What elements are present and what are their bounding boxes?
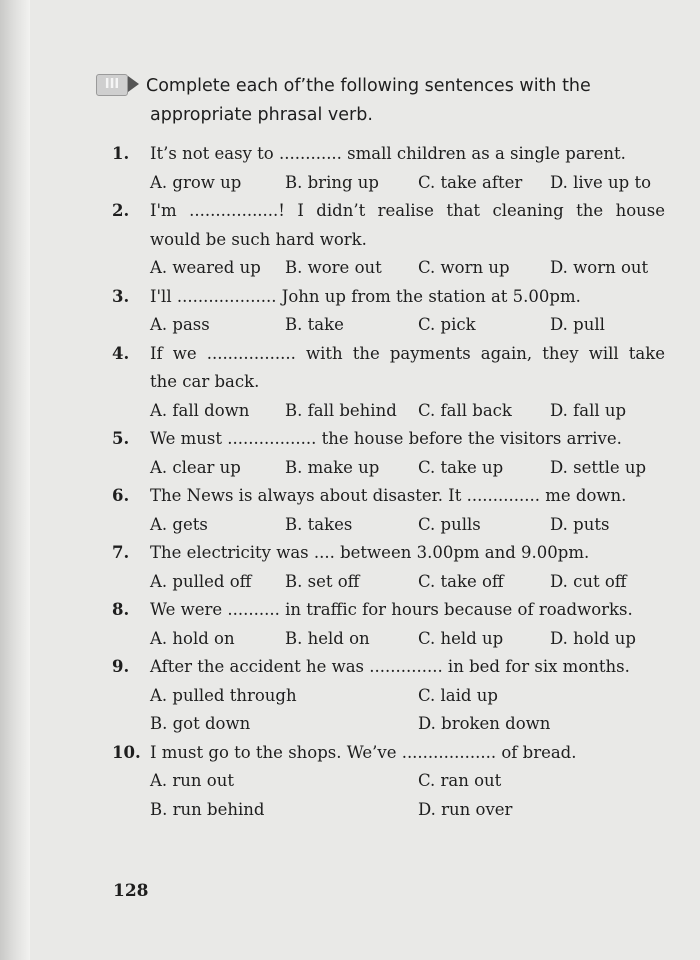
answer-option: A. fall down: [150, 400, 250, 420]
answer-option: D. live up to: [550, 172, 652, 192]
option-row: [150, 511, 670, 540]
question-text: We were .......... in traffic for hours because of roadworks.: [150, 600, 633, 619]
question-text: The News is always about disaster. It .............. me down.: [150, 486, 627, 505]
answer-option: D. run over: [418, 799, 513, 819]
question-item: [0, 197, 700, 283]
answer-option: C. take off: [418, 571, 504, 591]
question-item: [0, 539, 700, 596]
option-row: [150, 710, 670, 739]
answer-option: C. laid up: [418, 685, 498, 705]
question-item: [0, 140, 700, 197]
answer-option: C. worn up: [418, 258, 510, 277]
answer-option: A. grow up: [150, 172, 242, 192]
answer-option: B. bring up: [285, 172, 379, 192]
question-number: 7.: [112, 543, 130, 562]
question-item: [0, 596, 700, 653]
answer-option: D. hold up: [550, 628, 636, 648]
answer-option: C. take up: [418, 457, 504, 477]
exercise-badge: [96, 73, 140, 95]
answer-option: D. broken down: [418, 714, 551, 733]
question-text: We must ................. the house before the visitors arrive.: [150, 429, 622, 448]
option-row: [150, 568, 670, 597]
question-number: 4.: [112, 343, 130, 363]
answer-option: C. ran out: [418, 771, 502, 790]
question-item: [0, 739, 700, 825]
option-row: [150, 169, 670, 198]
question-text: the car back.: [150, 372, 260, 391]
question-item: [0, 653, 700, 739]
answer-option: A. gets: [150, 514, 208, 534]
option-row: [150, 767, 670, 796]
answer-option: D. worn out: [550, 258, 649, 277]
answer-option: C. fall back: [418, 400, 512, 420]
answer-option: B. got down: [150, 714, 251, 733]
answer-option: B. fall behind: [285, 400, 397, 420]
question-text: I must go to the shops. We’ve .................. of bread.: [150, 742, 577, 762]
option-row: [150, 796, 670, 825]
answer-option: C. pick: [418, 315, 476, 334]
answer-option: B. wore out: [285, 258, 382, 277]
answer-option: D. puts: [550, 514, 610, 534]
answer-option: B. takes: [285, 514, 353, 534]
question-number: 6.: [112, 486, 130, 505]
answer-option: A. pulled through: [150, 685, 297, 705]
question-text: would be such hard work.: [150, 229, 367, 249]
question-number: 1.: [112, 144, 130, 163]
answer-option: B. held on: [285, 628, 370, 648]
question-item: [0, 425, 700, 482]
answer-option: C. pulls: [418, 514, 481, 534]
option-row: [150, 682, 670, 711]
question-number: 8.: [112, 600, 130, 619]
answer-option: D. cut off: [550, 571, 627, 591]
question-text: If we ................. with the payments again, they will take: [150, 343, 665, 363]
answer-option: D. fall up: [550, 400, 627, 420]
option-row: [150, 311, 670, 340]
question-item: [0, 482, 700, 539]
question-text: The electricity was .... between 3.00pm and 9.00pm.: [150, 543, 590, 562]
answer-option: B. make up: [285, 457, 380, 477]
answer-option: A. pass: [150, 315, 210, 334]
answer-option: B. set off: [285, 571, 360, 591]
question-list: [0, 140, 700, 824]
question-number: 5.: [112, 429, 130, 448]
option-row: [150, 254, 670, 283]
answer-option: A. pulled off: [150, 571, 252, 591]
question-item: [0, 340, 700, 426]
exercise-header: [96, 72, 676, 130]
answer-option: C. held up: [418, 628, 504, 648]
question-text: After the accident he was .............. in bed for six months.: [150, 657, 630, 676]
answer-option: A. weared up: [150, 258, 261, 277]
question-item: [0, 283, 700, 340]
option-row: [150, 454, 670, 483]
answer-option: D. pull: [550, 315, 605, 334]
answer-option: A. hold on: [150, 628, 235, 648]
instruction-line-1: Complete each of’the following sentences with the: [146, 76, 591, 96]
answer-option: A. run out: [150, 771, 234, 790]
answer-option: B. run behind: [150, 799, 265, 819]
question-text: I'll ................... John up from the station at 5.00pm.: [150, 286, 581, 306]
instruction-line-2: appropriate phrasal verb.: [150, 105, 373, 125]
answer-option: C. take after: [418, 172, 523, 192]
exercise-number: III: [96, 74, 128, 96]
question-number: 2.: [112, 201, 130, 220]
page-number: 128: [113, 881, 149, 901]
option-row: [150, 625, 670, 654]
arrow-right-icon: [128, 76, 139, 92]
question-text: It’s not easy to ............ small children as a single parent.: [150, 144, 626, 163]
answer-option: B. take: [285, 315, 344, 334]
answer-option: A. clear up: [150, 457, 241, 477]
question-number: 10.: [112, 742, 141, 762]
option-row: [150, 397, 670, 426]
question-number: 3.: [112, 286, 130, 306]
answer-option: D. settle up: [550, 457, 647, 477]
question-text: I'm .................! I didn’t realise that cleaning the house: [150, 201, 665, 220]
question-number: 9.: [112, 657, 130, 676]
